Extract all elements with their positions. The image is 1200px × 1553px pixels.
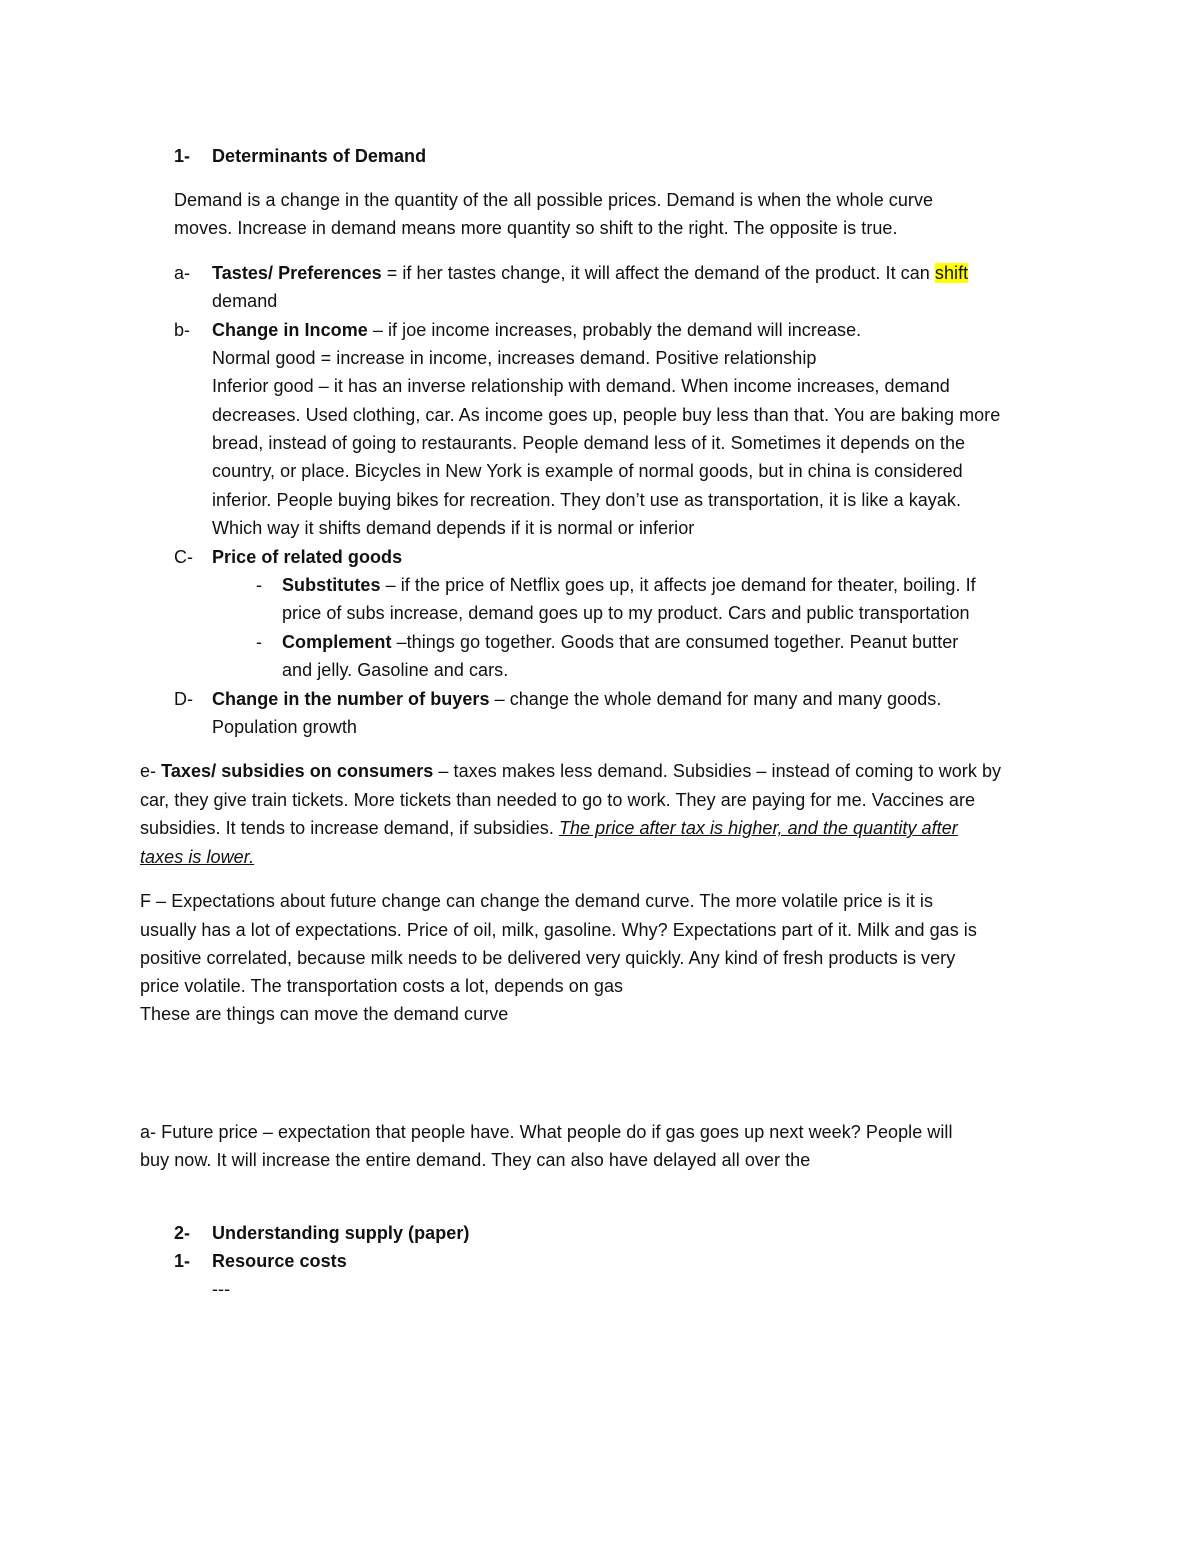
sub-list-term: Complement [282, 632, 392, 652]
list-item-text: = if her tastes change, it will affect the demand of the product. It can [381, 263, 935, 283]
list-item-term: Resource costs [212, 1251, 347, 1271]
list-item-continuation: Inferior good – it has an inverse relationship with demand. When income increases, demand [212, 376, 950, 396]
paragraph-line [140, 816, 958, 840]
section-heading: Determinants of Demand [212, 146, 427, 166]
sub-list-continuation: and jelly. Gasoline and cars. [282, 660, 509, 680]
list-item-continuation: Which way it shifts demand depends if it is normal or inferior [212, 518, 695, 538]
list-item-continuation: inferior. People buying bikes for recreation. They don’t use as transportation, it is like a kayak. [212, 490, 962, 510]
sub-list-item [282, 573, 976, 597]
paragraph-line: buy now. It will increase the entire demand. They can also have delayed all over the [140, 1150, 811, 1170]
list-marker: b- [174, 320, 191, 340]
paragraph-line: car, they give train tickets. More tickets than needed to go to work. They are paying for me. Vaccines are [140, 790, 976, 810]
paragraph-prefix: e- [140, 761, 162, 781]
emphasized-text: taxes is lower. [140, 847, 255, 867]
paragraph-line: price volatile. The transportation costs a lot, depends on gas [140, 976, 624, 996]
list-marker: D- [174, 689, 194, 709]
section-number: 2- [174, 1223, 191, 1243]
sub-list-continuation: price of subs increase, demand goes up to my product. Cars and public transportation [282, 603, 970, 623]
list-item [212, 261, 968, 285]
list-item-text: – change the whole demand for many and many goods. [489, 689, 942, 709]
list-item-continuation: Population growth [212, 717, 357, 737]
sub-list-text: – if the price of Netflix goes up, it affects joe demand for theater, boiling. If [380, 575, 976, 595]
paragraph-line: F – Expectations about future change can change the demand curve. The more volatile price is it is [140, 891, 934, 911]
list-marker: a- [174, 263, 191, 283]
list-item-term: Tastes/ Preferences [212, 263, 382, 283]
paragraph-line: Demand is a change in the quantity of the all possible prices. Demand is when the whole curve [174, 190, 934, 210]
paragraph-line [140, 759, 1001, 783]
paragraph-line: moves. Increase in demand means more quantity so shift to the right. The opposite is true. [174, 218, 898, 238]
paragraph-text: – taxes makes less demand. Subsidies – instead of coming to work by [433, 761, 1002, 781]
list-marker: C- [174, 547, 194, 567]
highlighted-word: shift [934, 263, 969, 283]
section-heading: Understanding supply (paper) [212, 1223, 470, 1243]
list-item-continuation: demand [212, 291, 278, 311]
paragraph-line: positive correlated, because milk needs to be delivered very quickly. Any kind of fresh products is very [140, 948, 956, 968]
list-item-continuation: country, or place. Bicycles in New York is example of normal goods, but in china is considered [212, 461, 963, 481]
list-item [212, 687, 941, 711]
list-item-term: Change in the number of buyers [212, 689, 490, 709]
section-number: 1- [174, 146, 191, 166]
list-item [212, 318, 861, 342]
list-item-term: Price of related goods [212, 547, 403, 567]
list-item-text: – if joe income increases, probably the demand will increase. [367, 320, 862, 340]
list-marker: 1- [174, 1251, 191, 1271]
sub-list-marker: - [256, 575, 263, 595]
sub-list-item [282, 630, 958, 654]
sub-list-text: –things go together. Goods that are consumed together. Peanut butter [391, 632, 959, 652]
list-item-continuation: bread, instead of going to restaurants. People demand less of it. Sometimes it depends on the [212, 433, 966, 453]
paragraph-line: usually has a lot of expectations. Price of oil, milk, gasoline. Why? Expectations part of it. Milk and gas is [140, 920, 977, 940]
emphasized-text: The price after tax is higher, and the quantity after [558, 818, 958, 838]
list-item-term: Change in Income [212, 320, 368, 340]
sub-list-term: Substitutes [282, 575, 381, 595]
paragraph-line: These are things can move the demand curve [140, 1004, 509, 1024]
sub-list-marker: - [256, 632, 263, 652]
paragraph-term: Taxes/ subsidies on consumers [161, 761, 434, 781]
list-item-continuation: Normal good = increase in income, increases demand. Positive relationship [212, 348, 817, 368]
list-item-continuation: decreases. Used clothing, car. As income goes up, people buy less than that. You are baking more [212, 405, 1001, 425]
paragraph-text: subsidies. It tends to increase demand, if subsidies. [140, 818, 559, 838]
paragraph-line: a- Future price – expectation that people have. What people do if gas goes up next week? People will [140, 1122, 953, 1142]
dash-separator: --- [212, 1279, 231, 1299]
